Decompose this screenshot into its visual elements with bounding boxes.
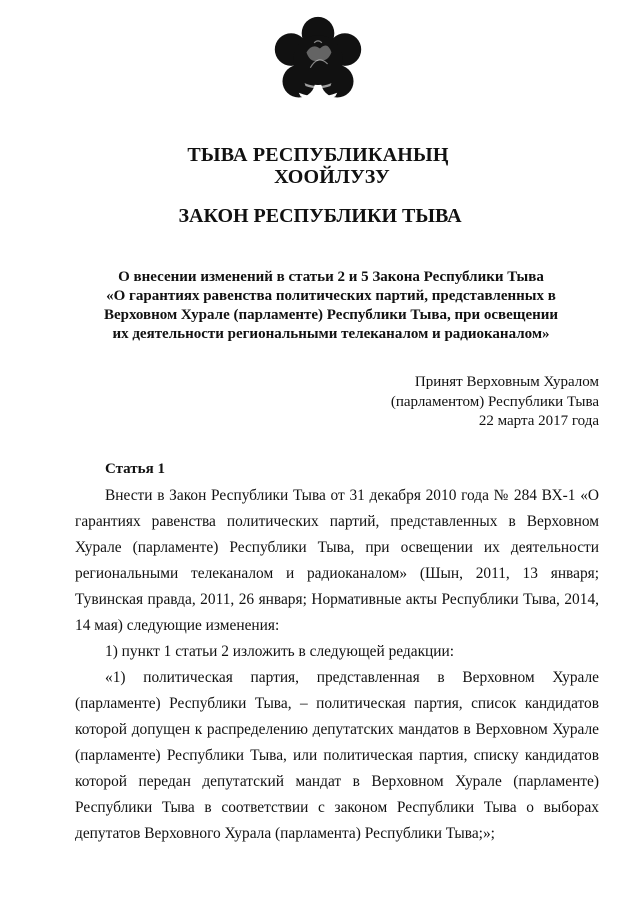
article-text-line: которой передан депутатский мандат в Верховном Хурале (парламенте) bbox=[75, 773, 599, 790]
subject-line: Верховном Хурале (парламенте) Республики Тыва, при освещении bbox=[103, 307, 559, 323]
adoption-line: Принят Верховным Хуралом bbox=[414, 374, 599, 390]
article-text-line: 1) пункт 1 статьи 2 изложить в следующей редакции: bbox=[105, 643, 455, 660]
article-text-line: Хурале (парламенте) Республики Тыва, при освещении их деятельности bbox=[75, 539, 599, 556]
article-text-line: Тувинская правда, 2011, 26 января; Нормативные акты Республики Тыва, 2014, bbox=[75, 591, 599, 608]
article-text-line: региональными телеканалом и радиоканалом» (Шын, 2011, 13 января; bbox=[75, 565, 599, 582]
adoption-line: (парламентом) Республики Тыва bbox=[390, 393, 599, 410]
header-title-tuvan: ТЫВА РЕСПУБЛИКАНЫҢ bbox=[187, 144, 449, 166]
article-text-line: Республики Тыва в соответствии с законом Республики Тыва о выборах bbox=[75, 799, 599, 816]
law-title: ЗАКОН РЕСПУБЛИКИ ТЫВА bbox=[178, 205, 462, 227]
subject-line: их деятельности региональными телеканалом и радиоканалом» bbox=[112, 326, 550, 342]
article-text-line: Внести в Закон Республики Тыва от 31 декабря 2010 года № 284 ВХ-1 «О bbox=[105, 487, 599, 504]
tuva-emblem-icon bbox=[270, 14, 366, 110]
adoption-note bbox=[391, 373, 599, 432]
article-heading: Статья 1 bbox=[105, 461, 165, 477]
article-text-line: (парламенте) Республики Тыва, или политическая партия, списку кандидатов bbox=[75, 747, 599, 764]
article-text-line: 14 мая) следующие изменения: bbox=[75, 617, 280, 634]
subject-line: О внесении изменений в статьи 2 и 5 Закона Республики Тыва bbox=[118, 269, 544, 285]
article-text-line: «1) политическая партия, представленная в Верховном Хурале bbox=[105, 669, 599, 686]
subject-line: «О гарантиях равенства политических партий, представленных в bbox=[106, 288, 556, 304]
article-text-line: гарантиях равенства политических партий, представленных в Верховном bbox=[75, 513, 599, 530]
header-title-tuvan-law: ХООЙЛУЗУ bbox=[274, 166, 390, 188]
article-text-line: депутатов Верховного Хурала (парламента) Республики Тыва;»; bbox=[75, 825, 495, 842]
article-text-line: которой допущен к распределению депутатских мандатов в Верховном Хурале bbox=[75, 721, 599, 738]
article-text-line: (парламенте) Республики Тыва, – политическая партия, список кандидатов bbox=[75, 695, 599, 712]
adoption-date: 22 марта 2017 года bbox=[478, 413, 599, 429]
law-subject bbox=[70, 268, 592, 344]
